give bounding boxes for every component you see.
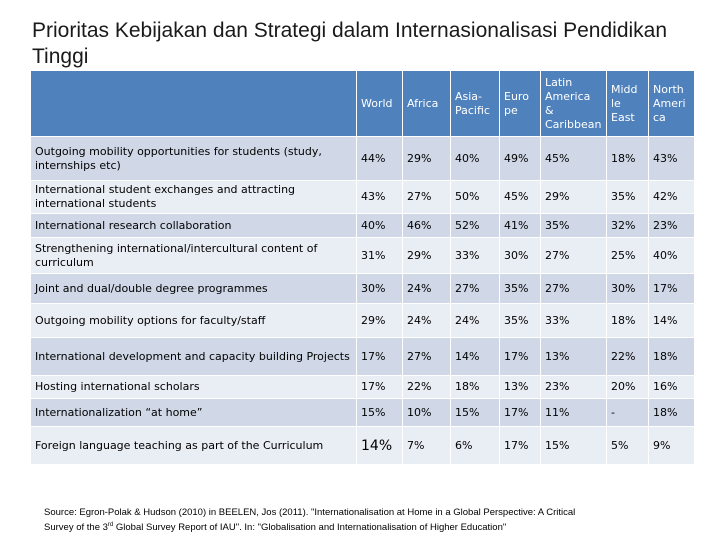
table-cell: 17% xyxy=(649,274,695,304)
table-cell: 31% xyxy=(357,238,403,274)
header-corner xyxy=(31,71,357,137)
source-line-2 xyxy=(44,519,684,534)
table-cell: 18% xyxy=(607,304,649,338)
source-text: Global Survey Report of IAU". In: "Globalisation and Internationalisation of Higher Education" xyxy=(113,522,507,534)
table-cell: 17% xyxy=(500,427,541,465)
table-cell: 41% xyxy=(500,214,541,238)
column-header: World xyxy=(357,71,403,137)
table-cell: 13% xyxy=(541,338,607,376)
table-cell: 40% xyxy=(649,238,695,274)
table-cell: 46% xyxy=(403,214,451,238)
table-cell: 30% xyxy=(500,238,541,274)
column-header: Africa xyxy=(403,71,451,137)
table-cell: 30% xyxy=(607,274,649,304)
table-cell: 13% xyxy=(500,376,541,399)
table-cell: 17% xyxy=(500,338,541,376)
table-cell: 24% xyxy=(451,304,500,338)
table-cell: 29% xyxy=(403,238,451,274)
header-row xyxy=(31,71,695,137)
table-cell: 9% xyxy=(649,427,695,465)
row-label: Strengthening international/intercultural content of curriculum xyxy=(31,238,357,274)
row-label: Hosting international scholars xyxy=(31,376,357,399)
table-cell: 35% xyxy=(500,304,541,338)
table-cell: 43% xyxy=(649,137,695,181)
table-row xyxy=(31,214,695,238)
table-cell: 18% xyxy=(607,137,649,181)
table-cell: 16% xyxy=(649,376,695,399)
table-cell: 29% xyxy=(357,304,403,338)
row-label: International research collaboration xyxy=(31,214,357,238)
table-cell: 17% xyxy=(357,376,403,399)
page-title: Prioritas Kebijakan dan Strategi dalam Internasionalisasi Pendidikan Tinggi xyxy=(32,19,668,68)
row-label: Foreign language teaching as part of the Curriculum xyxy=(31,427,357,465)
table-cell: 32% xyxy=(607,214,649,238)
table-cell: 23% xyxy=(541,376,607,399)
table-row xyxy=(31,181,695,214)
table-cell: 35% xyxy=(607,181,649,214)
table-cell: 23% xyxy=(649,214,695,238)
table-cell: 14% xyxy=(649,304,695,338)
table-cell: 52% xyxy=(451,214,500,238)
table-cell: 22% xyxy=(607,338,649,376)
column-header: Latin America & Caribbean xyxy=(541,71,607,137)
table-cell: 27% xyxy=(403,181,451,214)
table-row xyxy=(31,137,695,181)
table-cell: 35% xyxy=(541,214,607,238)
table-cell: 44% xyxy=(357,137,403,181)
table-cell: 27% xyxy=(451,274,500,304)
table-row xyxy=(31,399,695,427)
table-cell: 27% xyxy=(541,238,607,274)
table-cell: 20% xyxy=(607,376,649,399)
table-cell: 10% xyxy=(403,399,451,427)
source-text: Survey of the 3 xyxy=(44,522,108,534)
table-row xyxy=(31,427,695,465)
column-header: Euro pe xyxy=(500,71,541,137)
table-cell: 14% xyxy=(357,427,403,465)
table-cell: 29% xyxy=(403,137,451,181)
table-cell: 15% xyxy=(451,399,500,427)
table-cell: 45% xyxy=(541,137,607,181)
table-cell: 30% xyxy=(357,274,403,304)
table-cell: 40% xyxy=(357,214,403,238)
table-cell: 35% xyxy=(500,274,541,304)
table-cell: 29% xyxy=(541,181,607,214)
table-cell: 17% xyxy=(500,399,541,427)
column-header: Asia-Pacific xyxy=(451,71,500,137)
table-cell: 11% xyxy=(541,399,607,427)
table-cell: 40% xyxy=(451,137,500,181)
source-superscript: rd xyxy=(107,522,114,528)
table-cell: 15% xyxy=(541,427,607,465)
table-cell: 42% xyxy=(649,181,695,214)
row-label: Outgoing mobility opportunities for students (study, internships etc) xyxy=(31,137,357,181)
table-cell: 27% xyxy=(541,274,607,304)
row-label: Joint and dual/double degree programmes xyxy=(31,274,357,304)
source-note xyxy=(44,506,684,534)
source-line-1: Source: Egron-Polak & Hudson (2010) in BEELEN, Jos (2011). "Internationalisation at Home in a Global Perspective: A Critical xyxy=(44,507,576,518)
table-cell: 5% xyxy=(607,427,649,465)
table-cell: 22% xyxy=(403,376,451,399)
table-row xyxy=(31,304,695,338)
row-label: Internationalization “at home” xyxy=(31,399,357,427)
table-cell: 24% xyxy=(403,304,451,338)
table-cell: 33% xyxy=(451,238,500,274)
table-cell: 18% xyxy=(451,376,500,399)
table-cell: 49% xyxy=(500,137,541,181)
table-cell: 17% xyxy=(357,338,403,376)
table-cell: 18% xyxy=(649,399,695,427)
table-row xyxy=(31,338,695,376)
column-header: North Ameri ca xyxy=(649,71,695,137)
table-cell: 15% xyxy=(357,399,403,427)
table-cell: 27% xyxy=(403,338,451,376)
row-label: International student exchanges and attracting international students xyxy=(31,181,357,214)
table-cell: 14% xyxy=(451,338,500,376)
row-label: Outgoing mobility options for faculty/staff xyxy=(31,304,357,338)
table-cell: - xyxy=(607,399,649,427)
table-cell: 50% xyxy=(451,181,500,214)
column-header: Midd le East xyxy=(607,71,649,137)
table-row xyxy=(31,274,695,304)
table-cell: 24% xyxy=(403,274,451,304)
table-cell: 43% xyxy=(357,181,403,214)
table-row xyxy=(31,376,695,399)
table-row xyxy=(31,238,695,274)
table-cell: 6% xyxy=(451,427,500,465)
row-label: International development and capacity building Projects xyxy=(31,338,357,376)
table-cell: 33% xyxy=(541,304,607,338)
table-cell: 7% xyxy=(403,427,451,465)
priorities-table xyxy=(30,70,695,465)
table-cell: 25% xyxy=(607,238,649,274)
table-cell: 18% xyxy=(649,338,695,376)
table-cell: 45% xyxy=(500,181,541,214)
